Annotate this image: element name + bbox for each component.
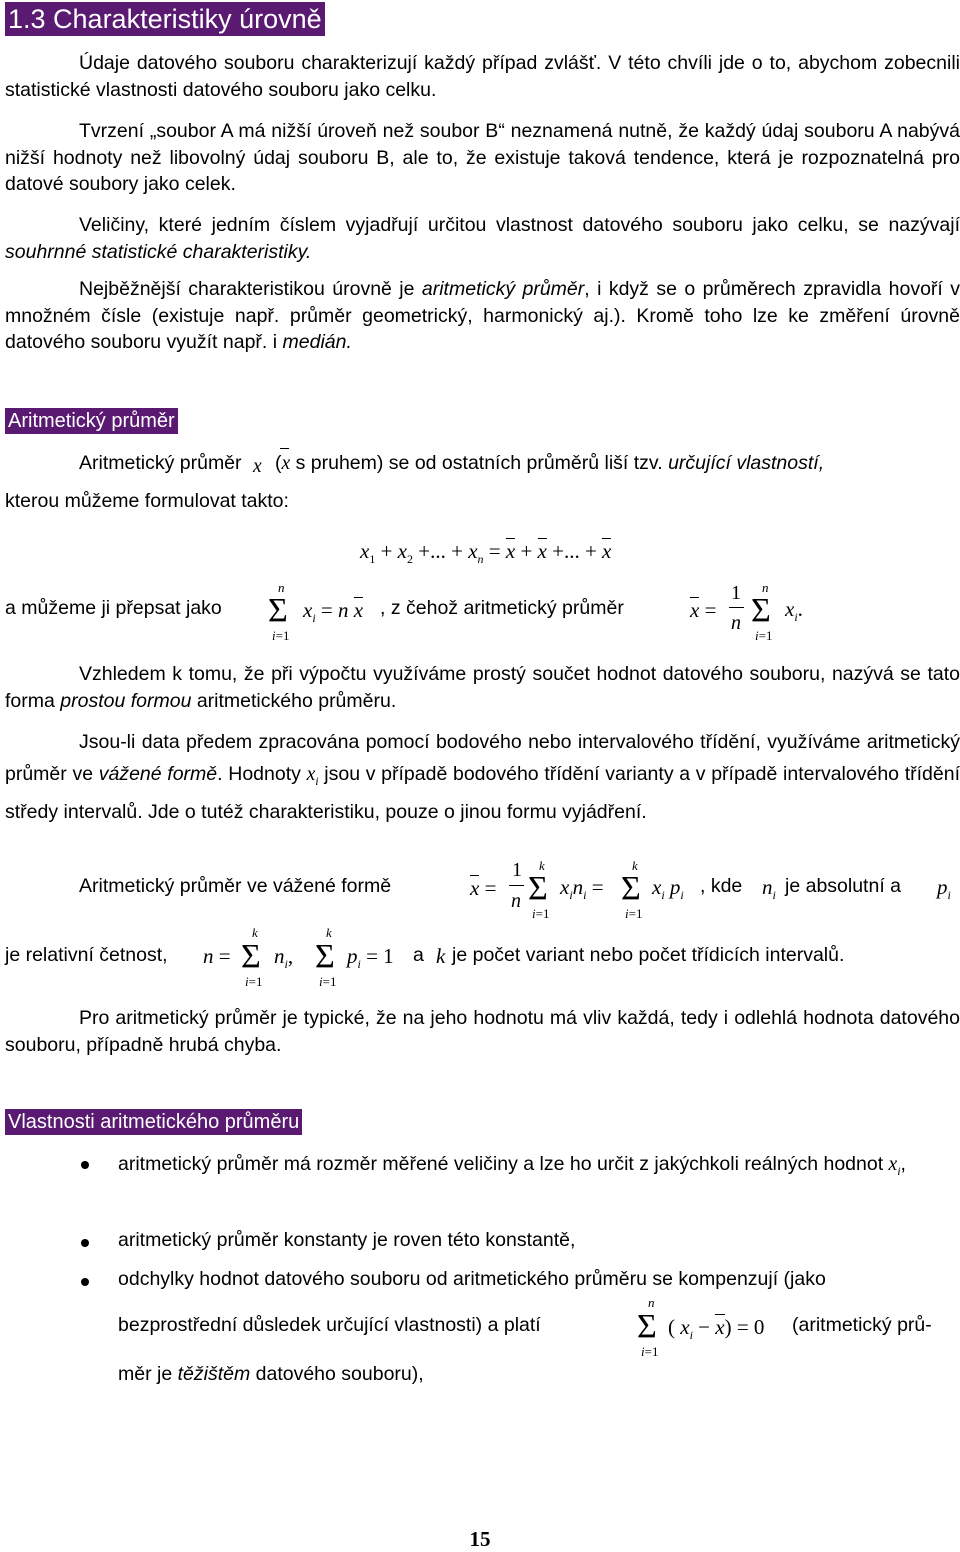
weighted-form-term: vážené formě — [98, 762, 218, 785]
p4-median: medián. — [282, 331, 352, 353]
bullet-icon — [81, 1278, 89, 1286]
weighted-values-text: . Hodnoty — [217, 762, 301, 785]
weighted-fraction-line — [509, 885, 524, 886]
xbar-overline — [280, 448, 289, 449]
pi-eq-1: $p_i = 1$ — [347, 944, 394, 972]
formulate-line: kterou můžeme formulovat takto: — [5, 490, 289, 512]
property-3-line-2-end: (aritmetický prů- — [792, 1314, 932, 1336]
property-3-line-3 — [118, 1363, 424, 1386]
page-number: 15 — [469, 1527, 491, 1551]
sigma-icon-4: Σ — [621, 870, 641, 907]
mean-intro-line — [79, 452, 824, 475]
deviation-sum: ( $x_i - x) = 0$ — [668, 1315, 765, 1343]
weighted-frac-num: 1 — [512, 859, 522, 881]
defining-property-term: určující vlastností, — [668, 452, 825, 474]
sum2-lower-i1: i=1 — [755, 628, 773, 643]
mean-intro-text: s pruhem) se od ostatních průměrů liší tzv. — [295, 452, 669, 474]
fraction-line — [729, 607, 744, 608]
sum-upper-n: n — [278, 580, 285, 595]
psum-upper-k: k — [326, 925, 332, 940]
therefore-text: , z čehož aritmetický průměr — [380, 597, 624, 619]
sum-xi-eq-nxbar: $x_i = n$ x — [303, 598, 364, 626]
sigma-icon-3: Σ — [528, 870, 548, 907]
property-2: aritmetický průměr konstanty je roven této konstantě, — [118, 1229, 576, 1251]
p4-text-a: Nejběžnější charakteristikou úrovně je — [79, 278, 422, 300]
property-3-line-2: bezprostřední důsledek určující vlastnosti) a platí — [118, 1314, 541, 1336]
dev-sum-lower: i=1 — [641, 1344, 659, 1359]
wsum1-lower: i=1 — [532, 906, 550, 921]
xbar-lhs: x = — [690, 598, 717, 622]
n-eq: n = — [203, 944, 231, 968]
p4-term: aritmetický průměr — [421, 278, 585, 300]
simple-form-term: prostou formou — [60, 689, 192, 712]
subsection-title-properties: Vlastnosti aritmetického průměru — [5, 1109, 302, 1135]
mean-label: Aritmetický průměr — [79, 452, 242, 474]
absolute-text: je absolutní a — [785, 875, 902, 897]
xi-ni-eq: $x_in_i$ = — [560, 875, 604, 903]
bullet-icon — [81, 1161, 89, 1169]
xi-symbol-2: $x_i$ — [888, 1154, 901, 1178]
section-title: 1.3 Charakteristiky úrovně — [5, 2, 325, 36]
sum2-xi: $x_i$. — [785, 597, 803, 625]
property-3-line-1: odchylky hodnot datového souboru od aritmetického průměru se kompenzují (jako — [118, 1268, 826, 1290]
bullet-icon — [81, 1239, 89, 1247]
nsum-upper-k: k — [252, 925, 258, 940]
relative-text: je relativní četnost, — [5, 944, 168, 966]
paren-open: ( — [275, 452, 282, 474]
ni-comma: $n_i$, — [274, 944, 294, 972]
p4-text-c: , i když se o průměrech zpravidla hovoří v množném čísle (existuje např. průměr geometrický, harmonický aj.). Kromě toho lze ke změření úrovně datového souboru využít např. i — [5, 278, 960, 353]
ni-symbol: $n_i$ — [762, 875, 776, 903]
sum-lower-i1: i=1 — [272, 628, 290, 643]
property-3-end: datového souboru), — [250, 1363, 424, 1385]
nsum-lower: i=1 — [245, 974, 263, 989]
k-description: je počet variant nebo počet třídicích intervalů. — [452, 944, 845, 966]
xi-pi: $x_i$ $p_i$ — [652, 875, 684, 903]
sum-equation: $x_1 + x_2$ +... + $x_n = x + x$ +... + x — [360, 539, 612, 567]
p3-text: Veličiny, které jedním číslem vyjadřují určitou vlastnost datového souboru jako celku, se nazývají — [79, 214, 960, 236]
centroid-term: těžištěm — [177, 1363, 251, 1385]
where-text: , kde — [700, 875, 743, 897]
outlier-paragraph: Pro aritmetický průměr je typické, že na jeho hodnotu má vliv každá, tedy i odlehlá hodnota datového souboru, případně hrubá chyba. — [5, 1007, 960, 1056]
pi-symbol: $p_i$ — [937, 875, 951, 903]
subsection-title-mean: Aritmetický průměr — [5, 408, 178, 434]
intro-paragraph-4 — [5, 276, 960, 356]
simple-form-text: Vzhledem k tomu, že při výpočtu využíváme prostý součet hodnot datového souboru, nazývá se tato forma — [5, 663, 960, 712]
sigma-icon-2: Σ — [751, 592, 771, 629]
sigma-icon-7: Σ — [637, 1308, 657, 1345]
frac-den-n: n — [731, 612, 741, 634]
simple-form-paragraph — [5, 661, 960, 714]
weighted-mean-label: Aritmetický průměr ve vážené formě — [79, 875, 392, 897]
property-1-comma: , — [900, 1153, 906, 1175]
wsum2-lower: i=1 — [625, 906, 643, 921]
and-text: a — [413, 944, 424, 966]
wsum2-upper-k: k — [632, 858, 638, 873]
sigma-icon-6: Σ — [315, 938, 335, 975]
rewrite-label: a můžeme ji přepsat jako — [5, 597, 222, 619]
weighted-intro-text: Jsou-li data předem zpracována pomocí bodového nebo intervalového třídění, využíváme aritmetický průměr ve — [5, 731, 960, 785]
intro-paragraph-1: Údaje datového souboru charakterizují každý případ zvlášť. V této chvíli jde o to, abychom zobecnili statistické vlastnosti datového souboru jako celku. — [5, 52, 960, 101]
weighted-frac-den: n — [511, 890, 521, 912]
intro-paragraph-3 — [5, 212, 960, 265]
sum2-upper-n: n — [762, 580, 769, 595]
frac-num-1: 1 — [731, 582, 741, 604]
sigma-icon: Σ — [268, 592, 288, 629]
property-1 — [118, 1151, 960, 1184]
p3-term: souhrnné statistické charakteristiky. — [5, 240, 312, 263]
xi-symbol: $x_i$ — [306, 763, 319, 788]
intro-paragraph-2: Tvrzení „soubor A má nižší úroveň než soubor B“ neznamená nutně, že každý údaj souboru A nabývá nižší hodnoty než libovolný údaj souboru B, ale to, že existuje taková tendence, která je rozpoznatelná pro datové soubory jako celek. — [5, 120, 960, 195]
sigma-icon-5: Σ — [241, 938, 261, 975]
wsum1-upper-k: k — [539, 858, 545, 873]
property-3-text: měr je — [118, 1363, 178, 1385]
k-symbol: k — [436, 944, 446, 968]
simple-form-end: aritmetického průměru. — [191, 689, 397, 712]
weighted-xbar-lhs: x = — [470, 876, 497, 900]
weighted-intro-paragraph — [5, 727, 960, 828]
dev-sum-upper-n: n — [648, 1295, 655, 1310]
property-1-text: aritmetický průměr má rozměr měřené veličiny a lze ho určit z jakýchkoli reálných hodnot — [118, 1153, 884, 1175]
psum-lower: i=1 — [319, 974, 337, 989]
weighted-intro-rest: jsou v případě bodového třídění varianty a v případě intervalového třídění středy intervalů. Jde o tutéž charakteristiku, pouze o jinou formu vyjádření. — [5, 762, 960, 823]
xbar-symbol: x — [252, 456, 262, 477]
x-symbol: x — [281, 453, 291, 474]
